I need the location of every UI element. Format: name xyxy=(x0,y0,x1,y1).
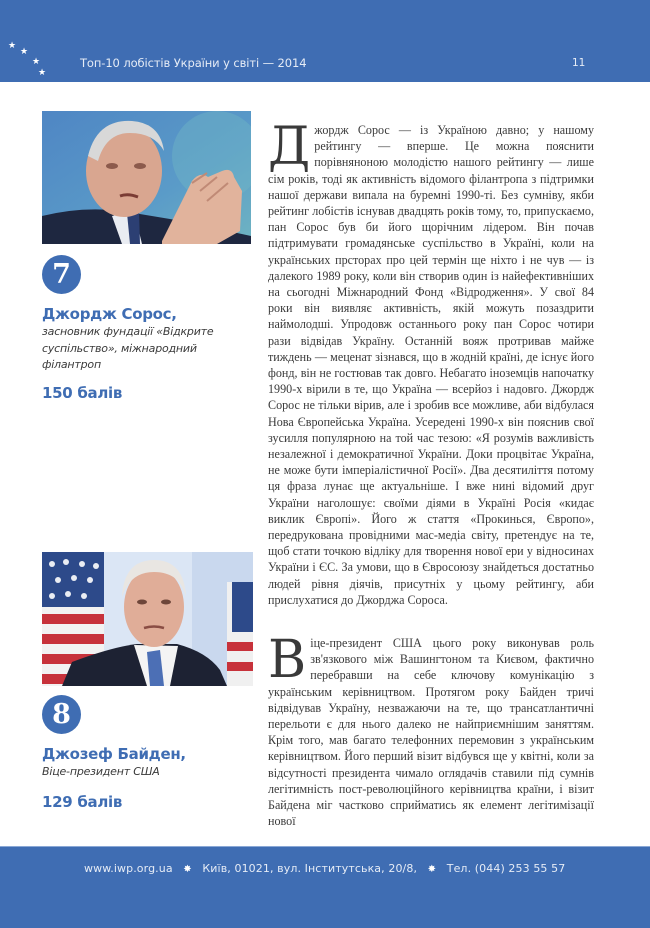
page-number: 11 xyxy=(572,57,586,69)
article-soros xyxy=(268,117,594,608)
website-link[interactable]: www.iwp.org.ua xyxy=(84,862,173,875)
article-biden xyxy=(268,630,594,829)
stars-decoration xyxy=(0,38,60,82)
portrait-image xyxy=(42,111,251,244)
star-icon: ★ xyxy=(32,57,41,67)
star-icon: ★ xyxy=(20,47,29,57)
separator-icon: ✸ xyxy=(183,864,192,875)
phone: Тел. (044) 253 55 57 xyxy=(446,862,566,875)
person-role: засновник фундації «Відкрите суспільство», міжнародний філантроп xyxy=(42,325,214,371)
star-icon: ★ xyxy=(38,68,47,78)
footer-contact-line xyxy=(84,862,565,875)
person-name: Джордж Сорос, xyxy=(42,305,177,323)
person-score: 150 балів xyxy=(42,384,123,402)
star-icon: ★ xyxy=(8,41,17,51)
person-role: Віце-президент США xyxy=(42,765,160,778)
page-header xyxy=(0,0,650,82)
person-score: 129 балів xyxy=(42,793,123,811)
dropcap: В xyxy=(268,630,307,690)
person-name: Джозеф Байден, xyxy=(42,745,186,763)
separator-icon: ✸ xyxy=(427,864,437,875)
soros-photo xyxy=(42,111,251,244)
address: Київ, 01021, вул. Інститутська, 20/8, xyxy=(202,862,418,875)
dropcap: Д xyxy=(268,117,311,177)
rank-badge: 8 xyxy=(42,695,81,734)
biden-photo xyxy=(42,552,253,686)
rank-badge: 7 xyxy=(42,255,81,294)
portrait-image xyxy=(42,552,253,686)
article-text: іце-президент США цього року виконував роль зв'язкового між Вашингтоном та Києвом, фактично перебравши на себе ключову комунікацію з українським керівництвом. Протягом року Байден тричі відвідував Україну, незважаючи на те, що трансатлантичні перельоти є для нього далеко не найприємнішим заняттям. Крім того, мав багато телефонних перемовин з українським керівництвом. Його перший візит відбувся ще у квітні, коли за відсутності президента чимало оглядачів ставили під сумнів легітимність пост-революційного керівництва країни, і візит Байдена міг частково сприйматись як елемент легітимізації нової xyxy=(268,636,594,829)
publication-title: Топ-10 лобістів України у світі — 2014 xyxy=(80,56,307,70)
article-text: жордж Сорос — із Україною давно; у нашому рейтингу — вперше. Це можна пояснити порівняноною молодістю нашого рейтингу — лише сім років, тоді як активність відомого філантропа з підтримки нашої держави випала на буремні 1990-ті. Без сумніву, якби рейтинг лобістів існував двадцять років тому, то, припускаємо, пан Сорос був би його щорічним лідером. Він почав підтримувати громадянське суспільство в Україні, коли на українських прсторах про цей термін ще ніхто і не чув — із далекого 1989 року, коли він створив один із найефективніших на сьогодні Міжнародний Фонд «Відродження». У свої 84 роки він виявляє активність, якій можуть позаздрити наймолодші. Упродовж останнього року пан Сорос чотири рази відвідав Україну. Останній вояж протривав майже тиждень — меценат зізнався, що в жодній країні, де існує його фонд, він не гостював так довго. Небагато іноземців напочатку 1990-х вірили в те, що Україна — всерйоз і надовго. Джордж Сорос не тільки вірив, але і зробив все можливе, аби відбулася Нова Європейська Україна. Усередені 1990-х він пояснив свої зусилля популярною на той час тезою: «Я розумів важливість незалежної і демократичної України. Доки процвітає Україна, не може бути імперіалістичної Росії». Два десятиліття потому ця фраза лунає ще актуальніше. І вже нині відомий друг України наголошує: своїми діями в Україні Росія «кидає виклик Європі». Його ж стаття «Прокинься, Європо», передрукована провідними мас-медіа світу, претендує на те, щоб стати точкою відліку для творення нової ери у відносинах України і ЄС. За умови, що в Євросоюзу знайдеться достатньо людей рівня діячів, присутніх у цьому рейтингу, аби прислухатися до Джорджа Сороса. xyxy=(268,123,594,607)
page-footer xyxy=(0,846,650,928)
